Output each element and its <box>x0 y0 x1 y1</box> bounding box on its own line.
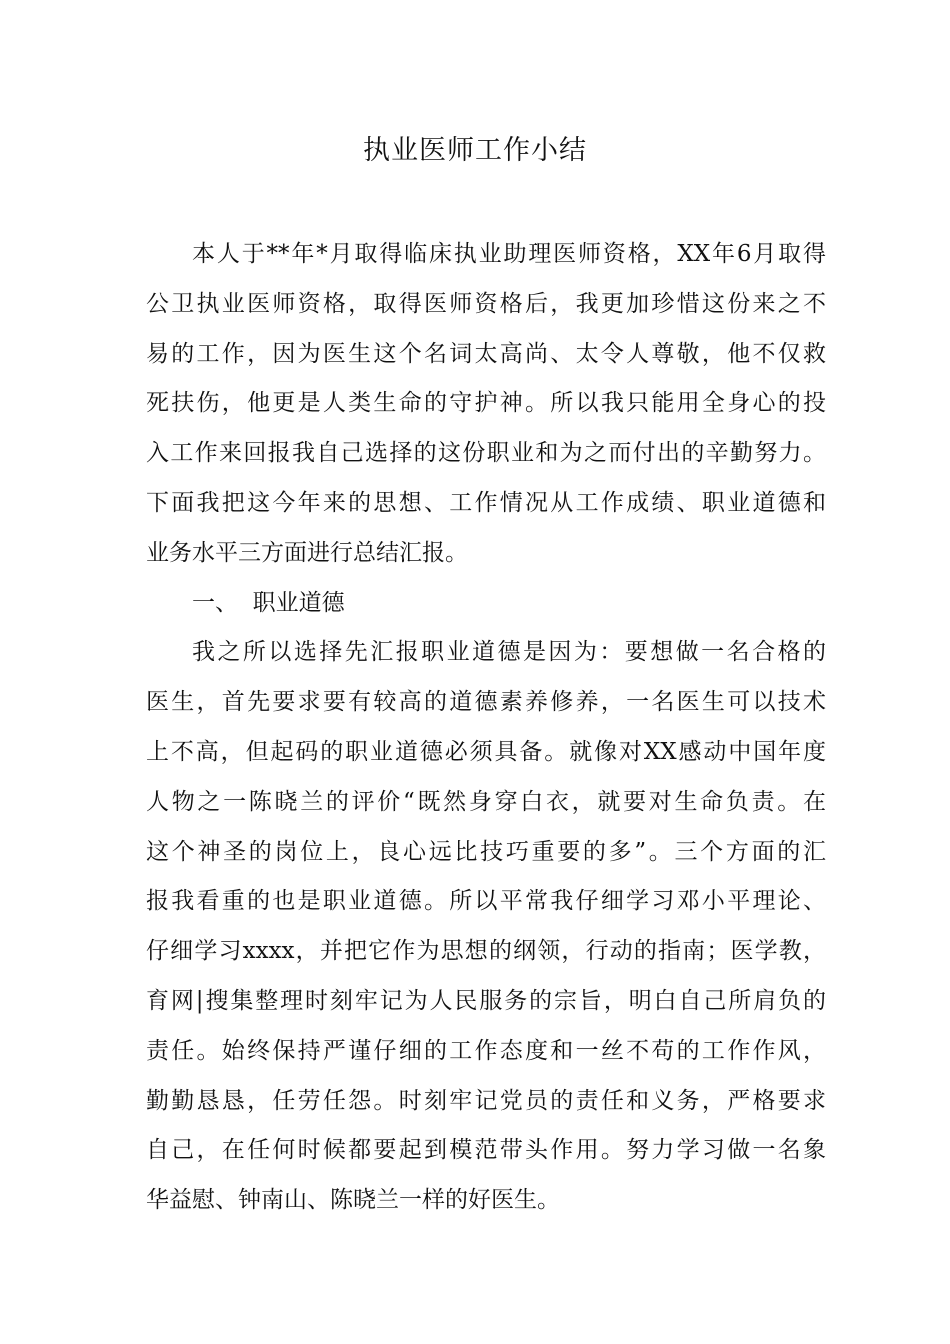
paragraph-line: 易的工作，因为医生这个名词太高尚、太令人尊敬，他不仅救 <box>146 340 826 367</box>
document-title: 执业医师工作小结 <box>363 135 587 166</box>
paragraph-line: 这个神圣的岗位上，良心远比技巧重要的多”。三个方面的汇 <box>146 838 826 865</box>
paragraph-line: 医生，首先要求要有较高的道德素养修养，一名医生可以技术 <box>146 689 826 716</box>
paragraph-line: 入工作来回报我自己选择的这份职业和为之而付出的辛勤努力。 <box>146 440 826 467</box>
paragraph-line: 责任。始终保持严谨仔细的工作态度和一丝不苟的工作作风， <box>146 1037 826 1064</box>
paragraph-line: 我之所以选择先汇报职业道德是因为：要想做一名合格的 <box>192 639 826 666</box>
paragraph-line: 业务水平三方面进行总结汇报。 <box>146 539 468 566</box>
paragraph-line: 死扶伤，他更是人类生命的守护神。所以我只能用全身心的投 <box>146 390 826 417</box>
paragraph-line: 下面我把这今年来的思想、工作情况从工作成绩、职业道德和 <box>146 489 826 516</box>
paragraph-line: 自己，在任何时候都要起到模范带头作用。努力学习做一名象 <box>146 1137 826 1164</box>
paragraph-line: 人物之一陈晓兰的评价“既然身穿白衣，就要对生命负责。在 <box>146 788 826 815</box>
paragraph-line: 仔细学习xxxx，并把它作为思想的纲领，行动的指南；医学教， <box>146 938 826 965</box>
paragraph-line: 报我看重的也是职业道德。所以平常我仔细学习邓小平理论、 <box>146 888 826 915</box>
paragraph-1 <box>146 230 826 579</box>
paragraph-line: 本人于**年*月取得临床执业助理医师资格，XX年6月取得 <box>192 241 826 267</box>
paragraph-line: 上不高，但起码的职业道德必须具备。就像对XX感动中国年度 <box>146 738 826 765</box>
paragraph-line: 公卫执业医师资格，取得医师资格后，我更加珍惜这份来之不 <box>146 290 826 317</box>
section-heading: 一、 职业道德 <box>192 589 345 616</box>
document-body <box>146 230 826 1226</box>
paragraph-2 <box>146 628 826 1226</box>
paragraph-line: 勤勤恳恳，任劳任怨。时刻牢记党员的责任和义务，严格要求 <box>146 1087 826 1114</box>
paragraph-line: 华益慰、钟南山、陈晓兰一样的好医生。 <box>146 1187 560 1214</box>
paragraph-line: 育网|搜集整理时刻牢记为人民服务的宗旨，明白自己所肩负的 <box>146 987 826 1014</box>
